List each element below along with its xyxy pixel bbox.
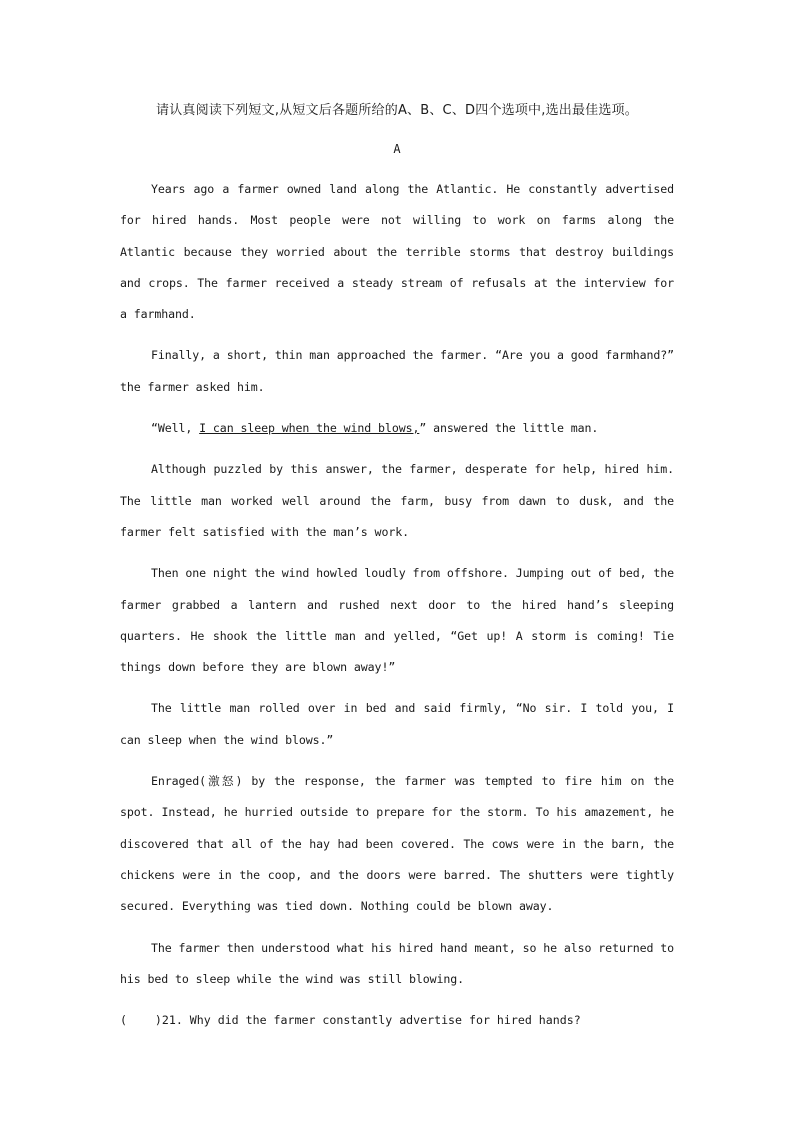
paragraph-6: The little man rolled over in bed and said firmly, “No sir. I told you, I can sleep when the wind blows.”: [120, 701, 674, 747]
question-21: ( )21. Why did the farmer constantly advertise for hired hands?: [120, 1013, 581, 1028]
paragraph-7: Enraged(激怒) by the response, the farmer was tempted to fire him on the spot. Instead, he hurried outside to prepare for the storm. To his amazement, he discovered that all of the hay had been covered. The cows were in the barn, the chickens were in the coop, and the doors were barred. The shutters were tightly secured. Everything was tied down. Nothing could be blown away.: [120, 774, 674, 914]
paragraph-4: Although puzzled by this answer, the farmer, desperate for help, hired him. The little man worked well around the farm, busy from dawn to dusk, and the farmer felt satisfied with the man’s work.: [120, 462, 674, 539]
paragraph-5: Then one night the wind howled loudly from offshore. Jumping out of bed, the farmer grabbed a lantern and rushed next door to the hired hand’s sleeping quarters. He shook the little man and yelled, “Get up! A storm is coming! Tie things down before they are blown away!”: [120, 566, 674, 675]
paragraph-2: Finally, a short, thin man approached the farmer. “Are you a good farmhand?” the farmer asked him.: [120, 348, 674, 394]
document-page: [120, 98, 674, 1036]
section-label: A: [393, 142, 401, 156]
quote-open: “Well,: [151, 421, 200, 436]
instruction-text: 请认真阅读下列短文,从短文后各题所给的A、B、C、D四个选项中,选出最佳选项。: [156, 103, 638, 118]
underlined-quote: I can sleep when the wind blows,: [199, 421, 420, 436]
paragraph-8: The farmer then understood what his hired hand meant, so he also returned to his bed to sleep while the wind was still blowing.: [120, 940, 674, 986]
paragraph-3: [120, 413, 674, 444]
paragraph-1: Years ago a farmer owned land along the Atlantic. He constantly advertised for hired hands. Most people were not willing to work on farms along the Atlantic because they worried about the terrible storms that destroy buildings and crops. The farmer received a steady stream of refusals at the interview for a farmhand.: [120, 182, 674, 322]
quote-close: ” answered the little man.: [419, 421, 599, 436]
